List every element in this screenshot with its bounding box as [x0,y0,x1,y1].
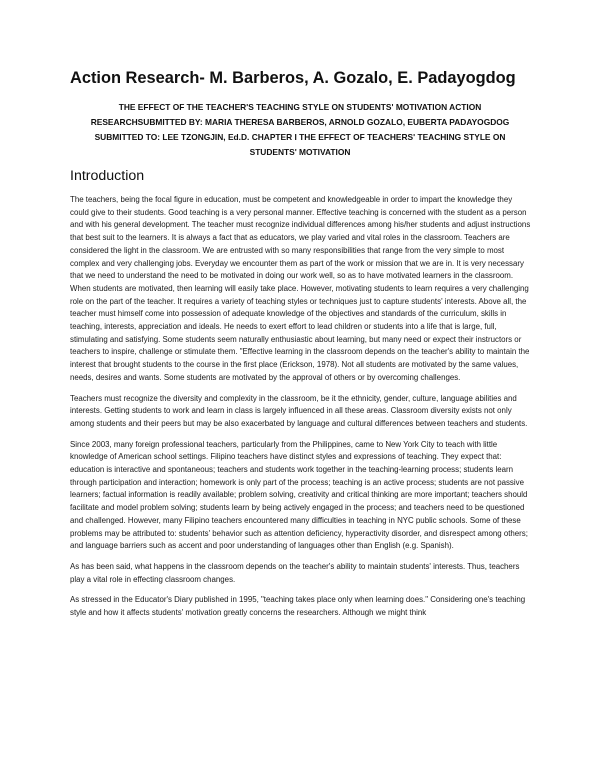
document-subtitle: THE EFFECT OF THE TEACHER'S TEACHING STYLE ON STUDENTS' MOTIVATION ACTION RESEARCHSUBMITTED BY: MARIA THERESA BARBEROS, ARNOLD GOZALO, EUBERTA PADAYOGDOG SUBMITTED TO: LEE TZONGJIN, Ed.D. CHAPTER I THE EFFECT OF TEACHERS' TEACHING STYLE ON STUDENTS' MOTIVATION [90,102,510,157]
document-title: Action Research- M. Barberos, A. Gozalo, E. Padayogdog [70,69,516,87]
paragraph: Since 2003, many foreign professional teachers, particularly from the Philippines, came to New York City to teach with little knowledge of American school settings. Filipino teachers have distinct styles and expressions of teaching. They expect that: education is interactive and spontaneous; teachers and students work together in the teaching-learning process; students learn through participation and interaction; homework is only part of the process; teaching is an active process; students are not passive learners; factual information is readily available; problem solving, creativity and critical thinking are more important; teachers should facilitate and model problem solving; students learn by being actively engaged in the process; and teachers need to be questioned and challenged. However, many Filipino teachers encountered many difficulties in teaching in NYC public schools. Some of these problems may be attributed to: students' behavior such as attention deficiency, hyperactivity disorder, and disrespect among others; and language barriers such as accent and poor understanding of languages other than English (e.g. Spanish). [70,439,528,551]
paragraph: The teachers, being the focal figure in education, must be competent and knowledgeable in order to impart the knowledge they could give to their students. Good teaching is a very personal manner. Effective teaching is concerned with the student as a person and with his general development. The teacher must recognize individual differences among his/her students and adjust instructions that best suit to the learners. It is always a fact that as educators, we play varied and vital roles in the classroom. Teachers are considered the light in the classroom. We are entrusted with so many responsibilities that range from the very simple to most complex and very challenging jobs. Everyday we encounter them as part of the work or mission that we are in. It is very necessary that we need to understand the need to be motivated in doing our work well, so as to have motivated learners in the classroom. When students are motivated, then learning will easily take place. However, motivating students to learn requires a very challenging role on the part of the teacher. It requires a variety of teaching styles or techniques just to capture students' interests. Above all, the teacher must himself come into possession of adequate knowledge of the objectives and standards of the curriculum, skills in teaching, interests, appreciation and ideals. He needs to exert effort to lead children or students into a life that is large, full, stimulating and satisfying. Some students seem naturally enthusiastic about learning, but many need or expect their instructors or teachers to inspire, challenge or stimulate them. "Effective learning in the classroom depends on the teacher's ability to maintain the interest that brought students to the course in the first place (Erickson, 1978). Not all students are motivated by the same values, needs, desires and wants. Some students are motivated by the approval of others or by overcoming challenges. [70,195,531,382]
introduction-body [70,194,532,628]
paragraph: As has been said, what happens in the classroom depends on the teacher's ability to maintain students' interests. Thus, teachers play a vital role in effecting classroom changes. [70,561,520,584]
section-heading-introduction: Introduction [70,168,145,184]
paragraph: As stressed in the Educator's Diary published in 1995, "teaching takes place only when learning does." Considering one's teaching style and how it affects students' motivation greatly concerns the researchers. Although we might think [70,595,526,618]
paragraph: Teachers must recognize the diversity and complexity in the classroom, be it the ethnicity, gender, culture, language abilities and interests. Getting students to work and learn in class is largely influenced in all these areas. Classroom diversity exists not only among students and their peers but may be also exacerbated by language and cultural differences between teachers and students. [70,393,528,428]
